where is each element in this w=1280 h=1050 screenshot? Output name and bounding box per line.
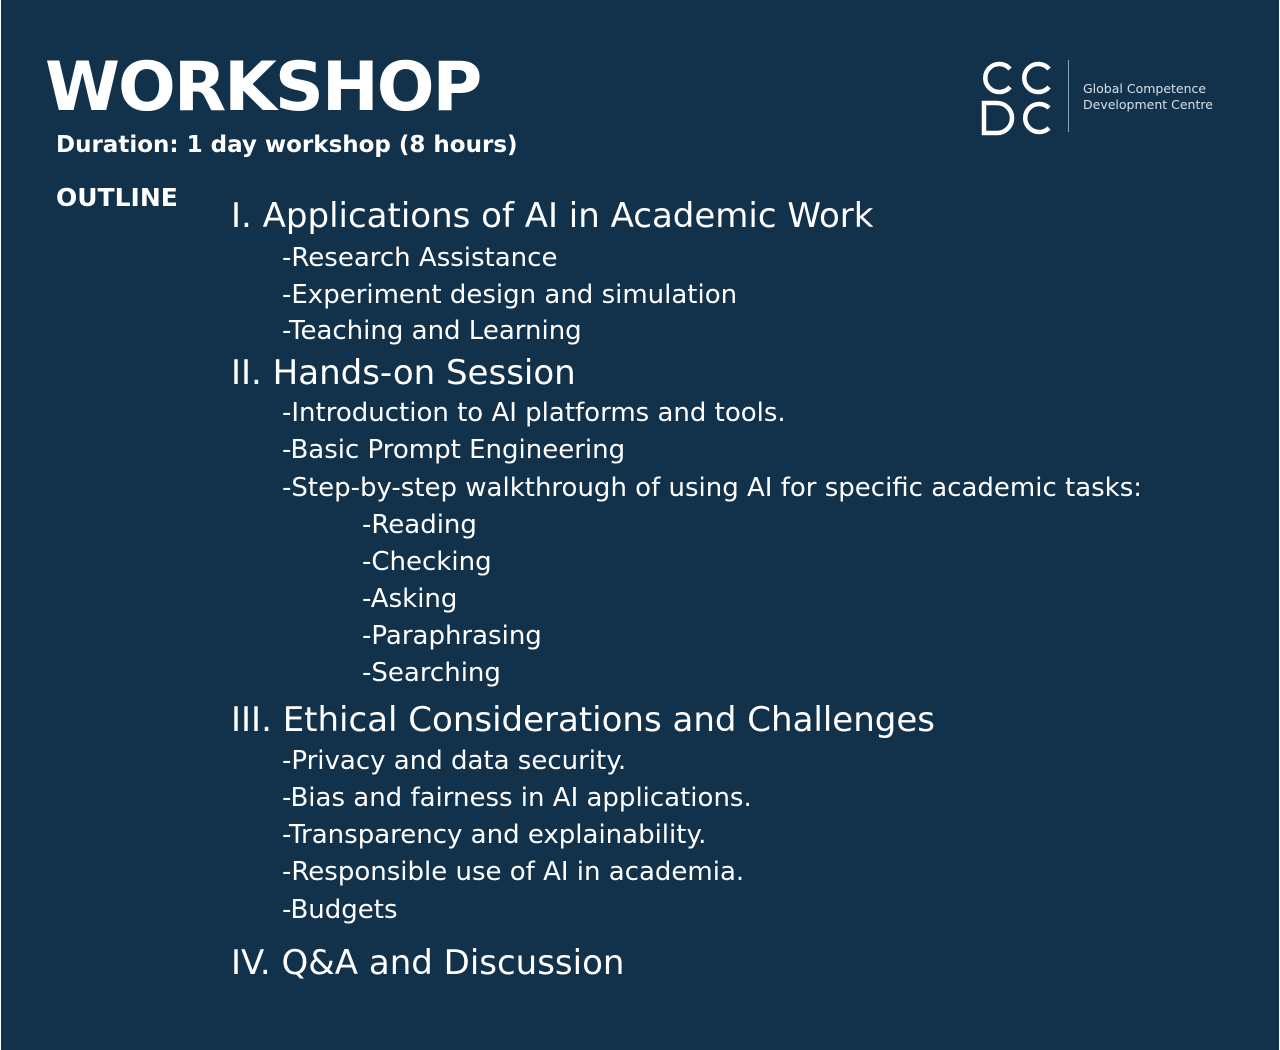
outline-subitem: -Asking (362, 584, 458, 614)
outline-item: -Experiment design and simulation (282, 280, 738, 310)
outline-subitem: -Reading (362, 510, 477, 540)
outline-item: -Privacy and data security. (282, 746, 627, 776)
outline-subitem: -Paraphrasing (362, 621, 542, 651)
outline-subitem: -Searching (362, 658, 501, 688)
section-heading-1: I. Applications of AI in Academic Work (231, 196, 874, 236)
outline-item: -Transparency and explainability. (282, 820, 707, 850)
section-heading-4: IV. Q&A and Discussion (231, 943, 625, 983)
outline-item: -Step-by-step walkthrough of using AI for specific academic tasks: (282, 473, 1143, 503)
section-heading-3: III. Ethical Considerations and Challenges (231, 700, 935, 740)
outline-item: -Introduction to AI platforms and tools. (282, 398, 786, 428)
logo-name-line-2: Development Centre (1083, 97, 1213, 112)
page-title: WORKSHOP (45, 48, 481, 127)
gcdc-logo-mark (977, 58, 1055, 136)
outline-item: -Basic Prompt Engineering (282, 435, 626, 465)
logo-text (1083, 81, 1213, 113)
outline-item: -Teaching and Learning (282, 316, 582, 346)
outline-item: -Budgets (282, 895, 398, 925)
section-heading-2: II. Hands-on Session (231, 353, 576, 393)
logo-divider (1068, 60, 1069, 132)
outline-item: -Bias and fairness in AI applications. (282, 783, 752, 813)
gcdc-logo (977, 58, 1239, 136)
outline-item: -Responsible use of AI in academia. (282, 857, 745, 887)
outline-subitem: -Checking (362, 547, 492, 577)
workshop-poster (1, 0, 1279, 1050)
logo-name-line-1: Global Competence (1083, 81, 1207, 96)
outline-item: -Research Assistance (282, 243, 558, 273)
outline-label: OUTLINE (56, 183, 178, 212)
duration-text: Duration: 1 day workshop (8 hours) (56, 132, 518, 158)
